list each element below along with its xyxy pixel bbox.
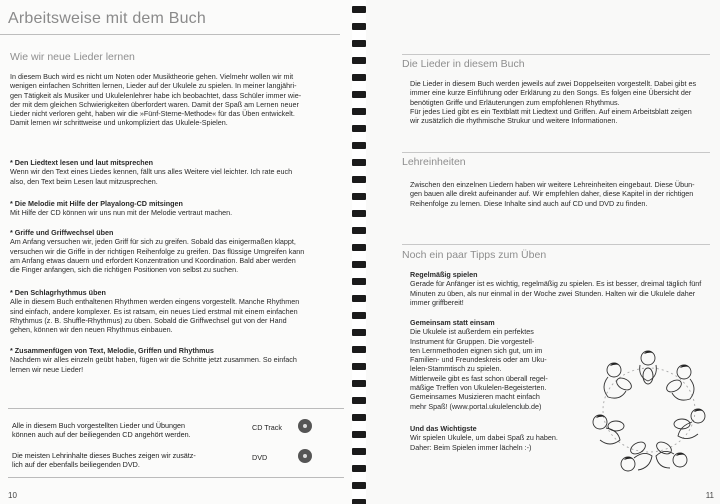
binding-ring [352, 159, 366, 166]
binding-ring [352, 142, 366, 149]
dvd-info-line: Die meisten Lehrinhalte dieses Buches zeigen wir zusätz- [12, 451, 196, 460]
tip-heading: Gemeinsam statt einsam [410, 318, 495, 327]
section-title-lernen: Wie wir neue Lieder lernen [10, 51, 135, 63]
tip-line: ten Lernmethoden eignen sich gut, um im [410, 345, 543, 355]
media-info-box [8, 408, 344, 478]
intro-line: Damit lernen wir schrittweise und unkompliziert das Ukulele-Spielen. [10, 118, 228, 128]
binding-ring [352, 431, 366, 438]
step-line: am Anfang etwas dauern und erfordert Konzentration und Koordination. Bald aber werden [10, 255, 296, 265]
step-heading: * Zusammenfügen von Text, Melodie, Griffen und Rhythmus [10, 346, 214, 355]
section-title-lieder: Die Lieder in diesem Buch [402, 58, 525, 70]
step-line: Rhythmus (z. B. Shuffle-Rhythmus) zu üben. Sobald die Griffwechsel gut von der Hand [10, 315, 287, 325]
binding-ring [352, 465, 366, 472]
cd-info-text [12, 421, 232, 440]
binding-ring [352, 261, 366, 268]
spiral-binding [352, 0, 366, 504]
right-page [366, 0, 720, 504]
step-line: lernen wir neue Lieder! [10, 364, 84, 374]
cd-info-line: Alle in diesem Buch vorgestellten Lieder und Übungen [12, 421, 186, 430]
intro-paragraph [10, 72, 346, 128]
step-1 [10, 158, 330, 186]
binding-ring [352, 380, 366, 387]
tip-line: mehr Spaß! (www.portal.ukulelenclub.de) [410, 401, 542, 411]
step-heading: * Die Melodie mit Hilfe der Playalong-CD mitsingen [10, 199, 183, 208]
intro-line: gen Tätigkeit als Musiker und Ukulelenlehrer habe ich beobachtet, dass Schüler immer wie- [10, 90, 302, 100]
binding-ring [352, 363, 366, 370]
intro-line: wenigen einfachen Schritten lernen, Lieder auf der Ukulele zu spielen. In meiner langjähri- [10, 81, 297, 91]
paragraph-line: immer eine kurze Einführung oder Erklärung zu den Songs. Es folgen eine Übersicht der [410, 88, 692, 98]
intro-line: der mit dem gleichen Schwierigkeiten überfordert waren. Damit der Spaß am Lernen neuer [10, 99, 299, 109]
tip-line: Familien- und Freundeskreis oder am Uku- [410, 355, 547, 365]
tip-line: mäßige Treffen von Ukulelen-Begeisterten. [410, 383, 547, 393]
section-title-tipps: Noch ein paar Tipps zum Üben [402, 249, 547, 261]
tip-line: Die Ukulele ist außerdem ein perfektes [410, 327, 534, 337]
step-line: Wenn wir den Text eines Liedes kennen, fällt uns alles Weitere viel leichter. Ich rate euch [10, 167, 293, 177]
page-number-right: 11 [705, 491, 714, 500]
cd-icon [298, 419, 312, 433]
cd-info-line: können auch auf der beiliegenden CD angehört werden. [12, 430, 191, 440]
binding-ring [352, 91, 366, 98]
step-line: Alle in diesem Buch enthaltenen Rhythmen werden eingens vorgestellt. Manche Rhythmen [10, 297, 300, 307]
tip-line: Mittlerweile gibt es fast schon überall regel- [410, 373, 548, 383]
binding-ring [352, 125, 366, 132]
paragraph-line: gen bauen alle direkt aufeinander auf. Wir empfehlen daher, diese Kapitel in der richtigen [410, 189, 694, 199]
ukulele-players-circle-illustration [588, 340, 710, 490]
dvd-label: DVD [252, 453, 268, 462]
page-title: Arbeitsweise mit dem Buch [8, 10, 206, 27]
step-line: Mit Hilfe der CD können wir uns nun mit der Melodie vertraut machen. [10, 208, 233, 218]
binding-ring [352, 193, 366, 200]
step-line: sind einfach, andere komplexer. Es ist ratsam, ein neues Lied erstmal mit einem einfachen [10, 306, 298, 316]
step-line: gehen, können wir den neuen Rhythmus einbauen. [10, 325, 173, 335]
tip-line: lelen-Stammtisch zu spielen. [410, 364, 502, 374]
binding-ring [352, 6, 366, 13]
intro-line: Lieder nicht verloren geht, haben wir die »Fünf-Sterne-Methode« für das Üben entwickelt. [10, 109, 295, 119]
paragraph-line: Zwischen den einzelnen Liedern haben wir weitere Lehreinheiten eingebaut. Diese Übun- [410, 180, 695, 189]
step-line: also, den Text beim Lesen laut mitzusprechen. [10, 176, 158, 186]
binding-ring [352, 482, 366, 489]
binding-ring [352, 295, 366, 302]
section-divider [402, 152, 710, 153]
tip-line: Minuten zu üben, als nur einmal in der Woche zwei Stunden. Halten wir die Ukulele daher [410, 288, 696, 298]
dvd-info-line: lich auf der ebenfalls beiliegenden DVD. [12, 460, 140, 470]
binding-ring [352, 329, 366, 336]
paragraph-line: benötigten Griffe und Erläuterungen zum empfohlenen Rhythmus. [410, 97, 620, 107]
step-heading: * Griffe und Griffwechsel üben [10, 228, 114, 237]
binding-ring [352, 108, 366, 115]
binding-ring [352, 397, 366, 404]
paragraph-line: Die Lieder in diesem Buch werden jeweils auf zwei Doppelseiten vorgestellt. Dabei gibt es [410, 79, 697, 88]
title-divider [0, 34, 340, 35]
tip-line: Gemeinsames Musizieren macht einfach [410, 392, 540, 402]
lieder-paragraph [410, 79, 710, 125]
tip-line: Instrument für Gruppen. Die vorgestell- [410, 336, 535, 346]
step-3 [10, 228, 330, 274]
binding-ring [352, 210, 366, 217]
binding-ring [352, 414, 366, 421]
binding-ring [352, 448, 366, 455]
lehreinheiten-paragraph [410, 180, 710, 208]
step-heading: * Den Schlagrhythmus üben [10, 288, 106, 297]
binding-ring [352, 176, 366, 183]
paragraph-line: Reihenfolge zu lernen. Diese Inhalte sind auch auf CD und DVD zu finden. [410, 198, 648, 208]
step-2 [10, 199, 330, 218]
section-divider [402, 54, 710, 55]
binding-ring [352, 40, 366, 47]
binding-ring [352, 23, 366, 30]
step-4 [10, 288, 330, 334]
intro-line: In diesem Buch wird es nicht um Noten oder Musiktheorie gehen. Vielmehr wollen wir mit [10, 72, 294, 81]
step-line: Nachdem wir alles einzeln geübt haben, fügen wir die Schritte jetzt zusammen. So einfach [10, 355, 297, 365]
binding-ring [352, 312, 366, 319]
step-5 [10, 346, 330, 374]
step-line: die Finger anfangen, sich die richtigen Positionen von selbst zu suchen. [10, 265, 239, 275]
tip-gemeinsam [410, 318, 590, 411]
binding-ring [352, 346, 366, 353]
binding-ring [352, 74, 366, 81]
binding-ring [352, 499, 366, 504]
paragraph-line: Für jedes Lied gibt es ein Textblatt mit Liedtext und Griffen. Auf einem Arbeitsblatt zeigen [410, 106, 692, 116]
binding-ring [352, 57, 366, 64]
paragraph-line: wir zusätzlich die rhythmische Strukur und weitere Informationen. [410, 116, 618, 126]
tip-line: Wir spielen Ukulele, um dabei Spaß zu haben. [410, 433, 558, 443]
tip-wichtigste [410, 424, 610, 452]
tip-regelmaessig [410, 270, 710, 307]
section-divider [402, 244, 710, 245]
dvd-info-text [12, 451, 232, 470]
page-number-left: 10 [8, 491, 17, 500]
step-line: Am Anfang versuchen wir, jeden Griff für sich zu greifen. Sobald das einigermaßen klappt, [10, 237, 296, 247]
tip-line: Daher: Beim Spielen immer lächeln :-) [410, 442, 532, 452]
dvd-icon [298, 449, 312, 463]
tip-heading: Regelmäßig spielen [410, 270, 478, 279]
tip-line: Gerade für Anfänger ist es wichtig, regelmäßig zu spielen. Es ist besser, dreimal täglich fünf [410, 279, 702, 289]
binding-ring [352, 244, 366, 251]
left-page [0, 0, 352, 504]
tip-line: immer griffbereit! [410, 297, 464, 307]
tip-heading: Und das Wichtigste [410, 424, 477, 433]
cd-track-label: CD Track [252, 423, 282, 432]
section-title-lehreinheiten: Lehreinheiten [402, 156, 466, 168]
binding-ring [352, 278, 366, 285]
step-heading: * Den Liedtext lesen und laut mitsprechen [10, 158, 153, 167]
binding-ring [352, 227, 366, 234]
step-line: versuchen wir die Griffe in der richtigen Reihenfolge zu greifen. Das flüssige Umgreifen kann [10, 246, 305, 256]
